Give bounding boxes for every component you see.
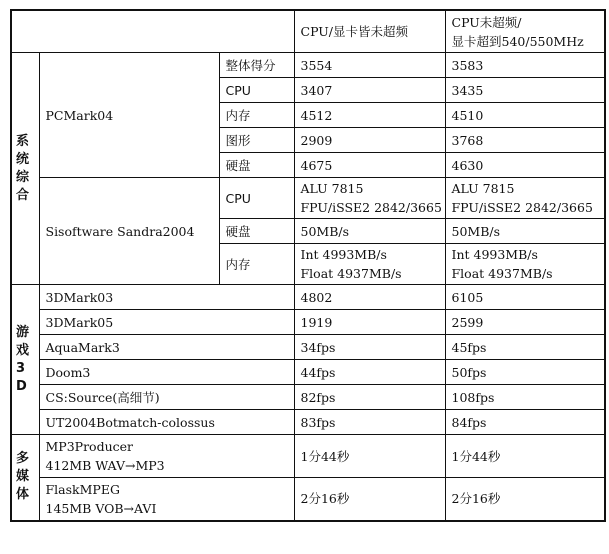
value-oc: 2分16秒 <box>445 478 605 521</box>
value-stock: 34fps <box>294 335 445 360</box>
benchmark-name-sandra: Sisoftware Sandra2004 <box>39 178 219 285</box>
value-stock: 82fps <box>294 385 445 410</box>
table-row <box>11 385 605 410</box>
table-row <box>11 310 605 335</box>
game-name: 3DMark05 <box>39 310 294 335</box>
value-oc: 4510 <box>445 103 605 128</box>
subtest-label: CPU <box>219 78 294 103</box>
table-row <box>11 360 605 385</box>
game-name: 3DMark03 <box>39 285 294 310</box>
subtest-label: CPU <box>219 178 294 219</box>
value-stock: 50MB/s <box>294 219 445 244</box>
value-oc <box>445 244 605 285</box>
value-line: Int 4993MB/s <box>451 247 538 262</box>
value-line: FPU/iSSE2 2842/3665 <box>300 200 442 215</box>
subtest-label: 内存 <box>219 244 294 285</box>
value-stock: 83fps <box>294 410 445 435</box>
game-name: Doom3 <box>39 360 294 385</box>
value-stock: 2分16秒 <box>294 478 445 521</box>
media-benchmark-name <box>39 478 294 521</box>
subtest-label: 硬盘 <box>219 153 294 178</box>
benchmark-table <box>10 9 606 522</box>
category-system-label: 系统综合 <box>16 133 30 203</box>
value-stock: 4802 <box>294 285 445 310</box>
game-name: AquaMark3 <box>39 335 294 360</box>
value-oc: 4630 <box>445 153 605 178</box>
value-line: FPU/iSSE2 2842/3665 <box>451 200 593 215</box>
value-line: Int 4993MB/s <box>300 247 387 262</box>
value-oc: 108fps <box>445 385 605 410</box>
name-line: 412MB WAV→MP3 <box>45 458 165 473</box>
name-line: FlaskMPEG <box>45 481 120 497</box>
value-oc: 50fps <box>445 360 605 385</box>
table-row <box>11 410 605 435</box>
table-row <box>11 335 605 360</box>
category-games-label: 游戏3D <box>16 324 30 394</box>
header-overclocked <box>445 10 605 53</box>
value-line: ALU 7815 <box>300 181 364 196</box>
value-line: ALU 7815 <box>451 181 515 196</box>
value-stock: 3554 <box>294 53 445 78</box>
value-oc: 1分44秒 <box>445 435 605 478</box>
category-system <box>11 53 39 285</box>
category-games <box>11 285 39 435</box>
game-name: CS:Source(高细节) <box>39 385 294 410</box>
name-line: 145MB VOB→AVI <box>45 500 157 516</box>
subtest-label: 整体得分 <box>219 53 294 78</box>
subtest-label: 图形 <box>219 128 294 153</box>
category-media <box>11 435 39 521</box>
subtest-label: 内存 <box>219 103 294 128</box>
value-oc: 2599 <box>445 310 605 335</box>
header-overclocked-line2: 显卡超到540/550MHz <box>451 33 584 49</box>
value-stock: 3407 <box>294 78 445 103</box>
table-row <box>11 53 605 78</box>
value-line: Float 4937MB/s <box>300 266 402 281</box>
value-stock: 4512 <box>294 103 445 128</box>
value-stock: 1分44秒 <box>294 435 445 478</box>
value-oc <box>445 178 605 219</box>
category-media-label: 多媒体 <box>16 451 30 503</box>
header-blank-cell <box>11 10 294 53</box>
header-row <box>11 10 605 53</box>
value-oc: 50MB/s <box>445 219 605 244</box>
value-oc: 6105 <box>445 285 605 310</box>
value-oc: 84fps <box>445 410 605 435</box>
game-name: UT2004Botmatch-colossus <box>39 410 294 435</box>
value-stock: 2909 <box>294 128 445 153</box>
value-oc: 3435 <box>445 78 605 103</box>
header-stock: CPU/显卡皆未超频 <box>294 10 445 53</box>
value-oc: 45fps <box>445 335 605 360</box>
value-stock: 1919 <box>294 310 445 335</box>
benchmark-name-pcmark04: PCMark04 <box>39 53 219 178</box>
value-stock: 4675 <box>294 153 445 178</box>
table-row <box>11 478 605 521</box>
value-oc: 3583 <box>445 53 605 78</box>
value-stock: 44fps <box>294 360 445 385</box>
table-row <box>11 285 605 310</box>
header-overclocked-line1: CPU未超频/ <box>451 14 522 30</box>
value-oc: 3768 <box>445 128 605 153</box>
name-line: MP3Producer <box>45 439 133 454</box>
value-line: Float 4937MB/s <box>451 266 553 281</box>
value-stock <box>294 178 445 219</box>
media-benchmark-name <box>39 435 294 478</box>
table-row <box>11 435 605 478</box>
table-row <box>11 178 605 219</box>
value-stock <box>294 244 445 285</box>
subtest-label: 硬盘 <box>219 219 294 244</box>
